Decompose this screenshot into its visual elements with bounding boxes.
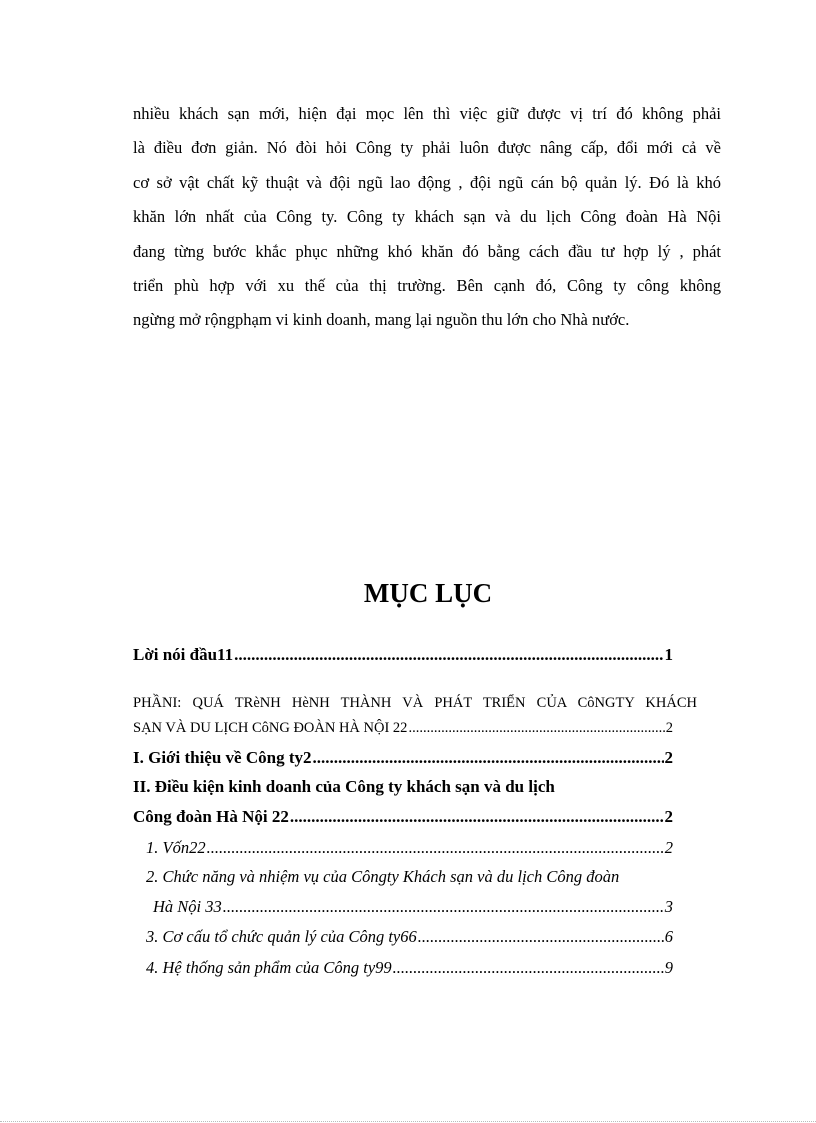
toc-entry-2-line1[interactable] (146, 867, 706, 887)
toc-page-number: 3 (664, 897, 673, 916)
toc-entry-text: SẠN VÀ DU LỊCH CôNG ĐOÀN HÀ NỘI 22 (133, 720, 408, 736)
page-bottom-rule (0, 1121, 816, 1122)
paragraph-line: là điều đơn giản. Nó đòi hỏi Công ty phải luôn được nâng cấp, đổi mới cả về (133, 138, 721, 158)
toc-entry-text: 2. Chức năng và nhiệm vụ của Côngty Khách sạn và du lịch Công đoàn (146, 867, 620, 886)
paragraph-line: khăn lớn nhất của Công ty. Công ty khách sạn và du lịch Công đoàn Hà Nội (133, 207, 721, 227)
toc-leader-dots (207, 838, 664, 858)
toc-leader-dots (418, 927, 664, 947)
body-paragraph (133, 97, 721, 338)
paragraph-line: ngừng mở rộngphạm vi kinh doanh, mang lại nguồn thu lớn cho Nhà nước. (133, 310, 630, 330)
toc-entry-3[interactable] (146, 927, 673, 947)
toc-leader-dots (312, 748, 663, 768)
toc-entry-text: Công đoàn Hà Nội 22 (133, 807, 289, 826)
toc-entry-text: 4. Hệ thống sản phẩm của Công ty99 (146, 958, 392, 977)
toc-entry-I[interactable] (133, 748, 673, 768)
toc-page-number: 9 (664, 958, 673, 977)
toc-page-number: 2 (665, 720, 673, 736)
toc-entry-text: Hà Nội 33 (153, 897, 222, 916)
toc-leader-dots (290, 807, 664, 827)
toc-leader-dots (234, 645, 663, 665)
toc-entry-part1-line1[interactable]: PHẦNI: QUÁ TRèNH HèNH THÀNH VÀ PHÁT TRIỂN CỦA CôNGTY KHÁCH (133, 695, 697, 711)
toc-page-number: 2 (664, 748, 673, 767)
toc-entry-text: II. Điều kiện kinh doanh của Công ty khách sạn và du lịch (133, 777, 555, 796)
toc-entry-text: I. Giới thiệu về Công ty2 (133, 748, 312, 767)
toc-entry-text: Lời nói đầu11 (133, 645, 234, 664)
toc-entry-4[interactable] (146, 958, 673, 978)
toc-page-number: 1 (664, 645, 673, 664)
toc-entry-1[interactable] (146, 838, 673, 858)
toc-entry-II-line1[interactable] (133, 777, 673, 797)
toc-title: MỤC LỤC (363, 578, 493, 608)
toc-leader-dots (393, 958, 664, 978)
toc-entry-part1[interactable] (133, 720, 673, 737)
paragraph-line: nhiều khách sạn mới, hiện đại mọc lên thì việc giữ được vị trí đó không phải (133, 104, 721, 123)
toc-leader-dots (408, 720, 664, 737)
toc-entry-2[interactable] (153, 897, 673, 917)
toc-leader-dots (223, 897, 664, 917)
toc-page-number: 6 (664, 927, 673, 946)
paragraph-line: cơ sở vật chất kỹ thuật và đội ngũ lao động , đội ngũ cán bộ quản lý. Đó là khó (133, 172, 721, 192)
paragraph-line: đang từng bước khắc phục những khó khăn đó bằng cách đầu tư hợp lý , phát (133, 241, 721, 261)
paragraph-line: triển phù hợp với xu thế của thị trường. Bên cạnh đó, Công ty công không (133, 275, 721, 295)
toc-entry-II[interactable] (133, 807, 673, 827)
toc-entry-intro[interactable] (133, 645, 673, 665)
toc-page-number: 2 (664, 838, 673, 857)
toc-entry-text: 1. Vốn22 (146, 838, 206, 857)
toc-entry-text: 3. Cơ cấu tổ chức quản lý của Công ty66 (146, 927, 417, 946)
toc-page-number: 2 (664, 807, 673, 826)
